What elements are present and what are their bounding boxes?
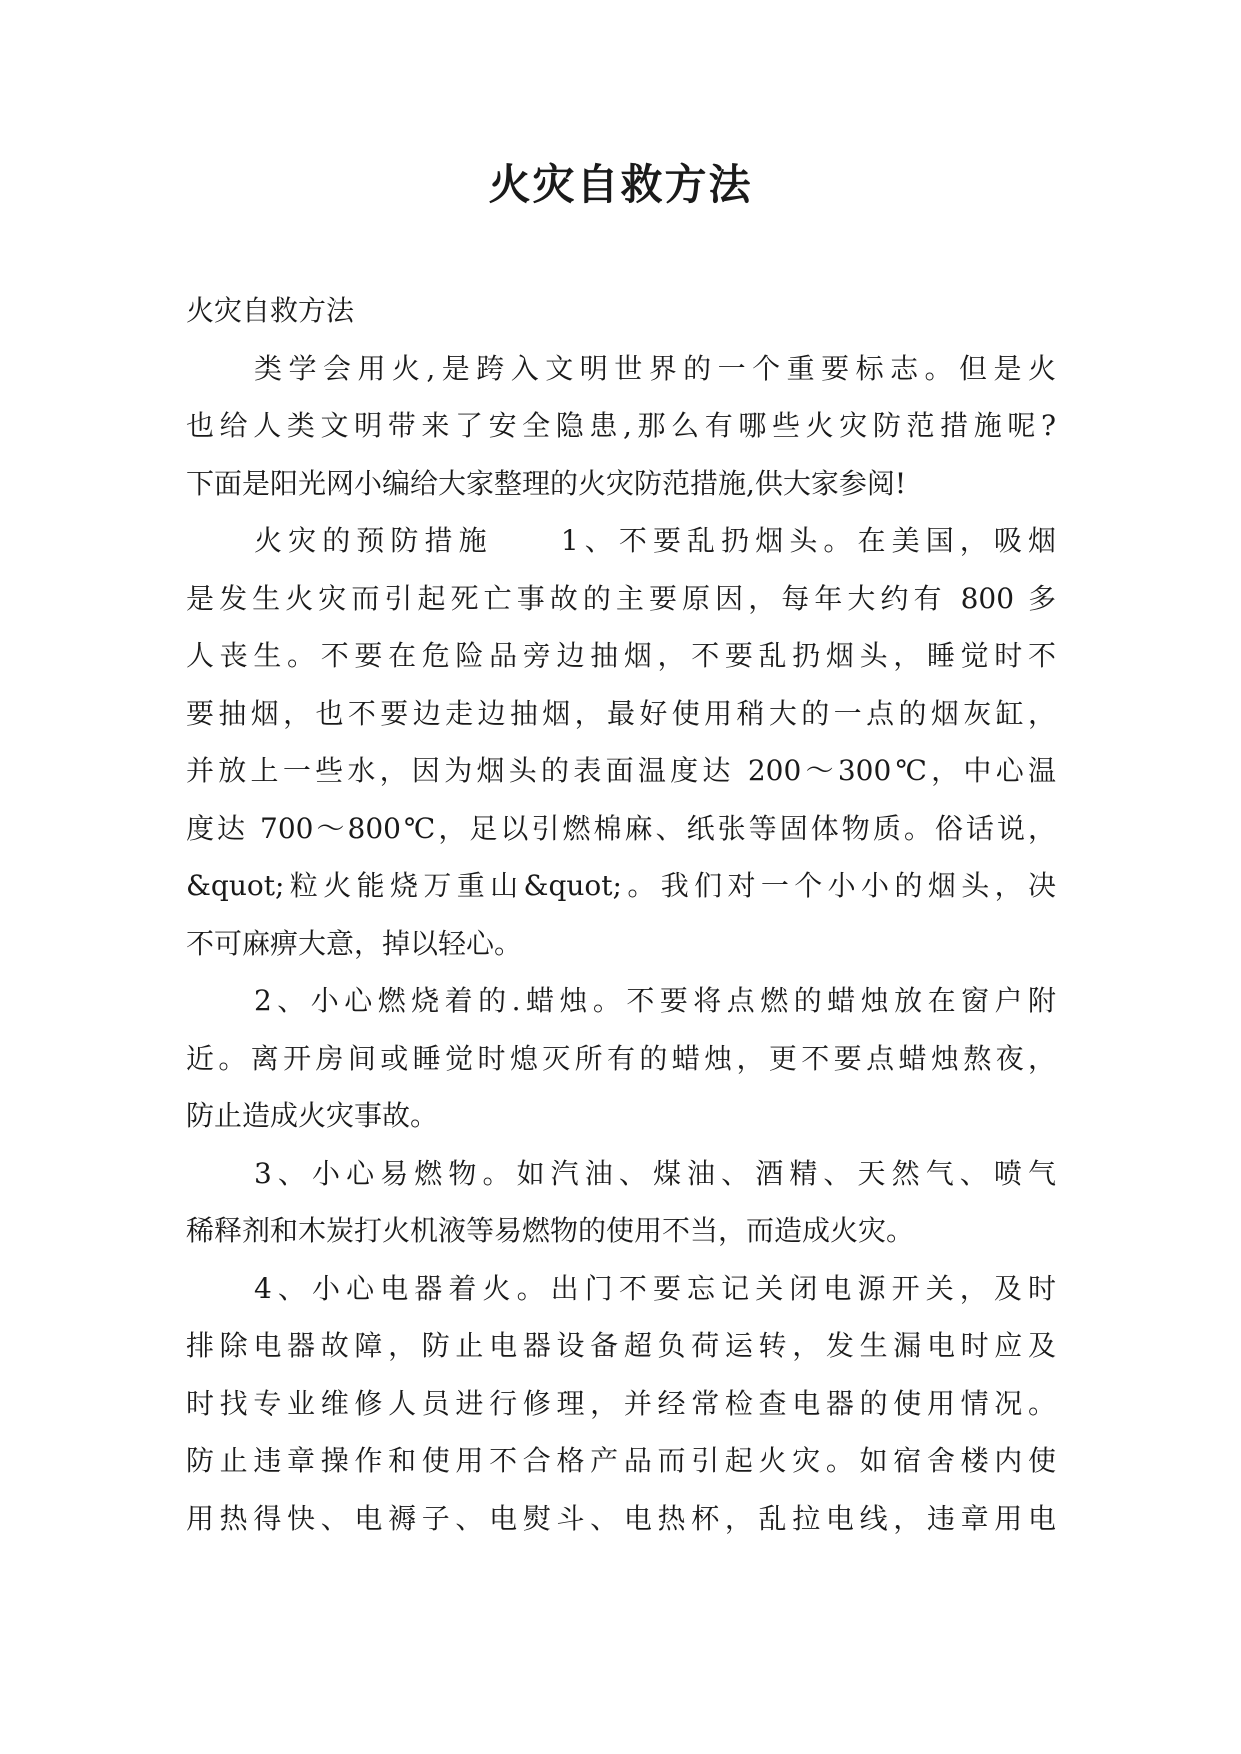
text-line: 近。离开房间或睡觉时熄灭所有的蜡烛，更不要点蜡烛熬夜， (186, 1041, 1056, 1075)
text-line: 4、小心电器着火。出门不要忘记关闭电源开关，及时 (254, 1271, 1056, 1305)
text-line: 稀释剂和木炭打火机液等易燃物的使用不当，而造成火灾。 (186, 1214, 915, 1247)
document-body (186, 282, 1056, 1547)
text-line: 下面是阳光网小编给大家整理的火灾防范措施,供大家参阅! (186, 466, 907, 500)
text-line: 类学会用火,是跨入文明世界的一个重要标志。但是火 (254, 351, 1056, 385)
text-line: 要抽烟，也不要边走边抽烟，最好使用稍大的一点的烟灰缸， (186, 696, 1056, 730)
document-title: 火灾自救方法 (488, 160, 753, 209)
text-line: 火灾自救方法 (186, 294, 355, 327)
text-line: 并放上一些水，因为烟头的表面温度达 200～300℃，中心温 (186, 754, 1056, 787)
text-line: 度达 700～800℃，足以引燃棉麻、纸张等固体物质。俗话说， (186, 811, 1056, 845)
text-line: 2、小心燃烧着的.蜡烛。不要将点燃的蜡烛放在窗户附 (254, 984, 1056, 1017)
text-line: 人丧生。不要在危险品旁边抽烟，不要乱扔烟头，睡觉时不 (186, 639, 1056, 672)
text-line: 用热得快、电褥子、电熨斗、电热杯，乱拉电线，违章用电 (186, 1501, 1056, 1535)
text-line: 3、小心易燃物。如汽油、煤油、酒精、天然气、喷气 (254, 1156, 1056, 1190)
text-line: 防止造成火灾事故。 (186, 1099, 439, 1132)
text-line: 时找专业维修人员进行修理，并经常检查电器的使用情况。 (186, 1386, 1056, 1420)
text-line: 排除电器故障，防止电器设备超负荷运转，发生漏电时应及 (186, 1329, 1056, 1362)
text-line: 是发生火灾而引起死亡事故的主要原因，每年大约有 800 多 (186, 581, 1056, 615)
text-line: 不可麻痹大意，掉以轻心。 (186, 926, 523, 960)
text-line: 也给人类文明带来了安全隐患,那么有哪些火灾防范措施呢? (186, 409, 1056, 442)
text-line: &quot;粒火能烧万重山&quot;。我们对一个小小的烟头，决 (186, 869, 1056, 902)
text-line: 火灾的预防措施 1、不要乱扔烟头。在美国，吸烟 (254, 524, 1056, 557)
text-line: 防止违章操作和使用不合格产品而引起火灾。如宿舍楼内使 (186, 1444, 1056, 1477)
